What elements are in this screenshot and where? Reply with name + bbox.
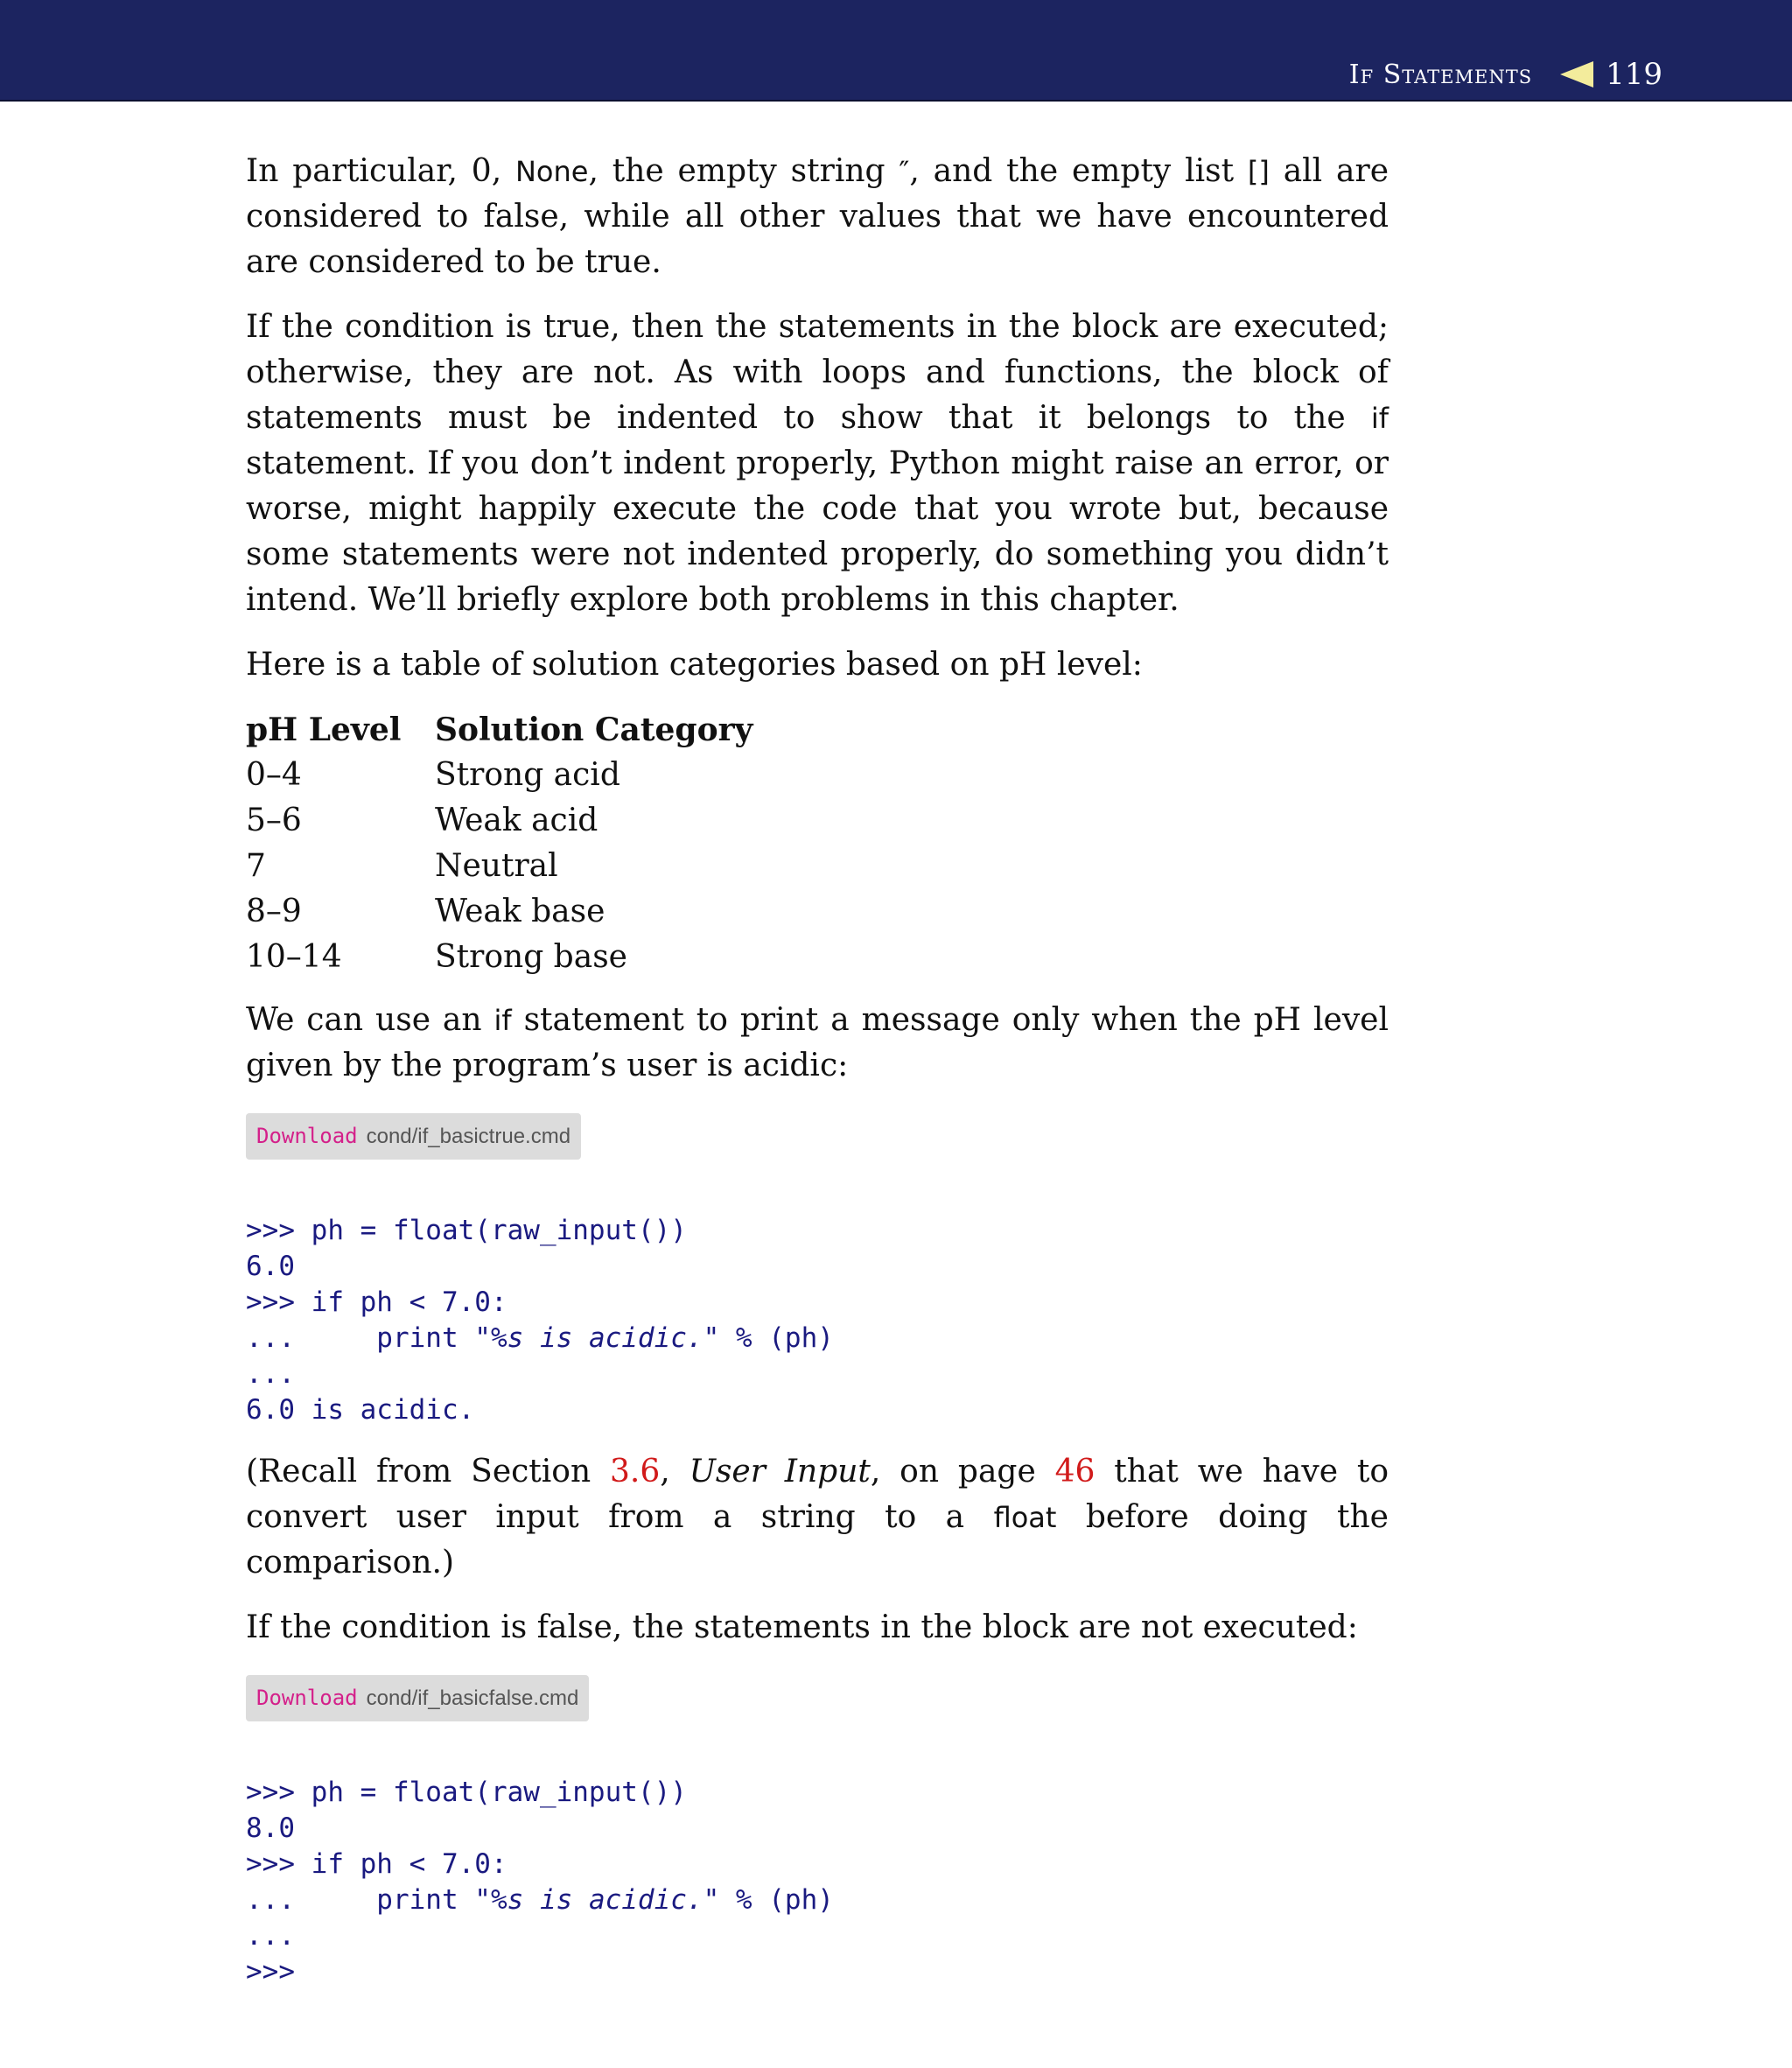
ph-level-table — [246, 707, 752, 980]
text-run: statement to print a message only when the pH level given by the program’s user is acidic: — [246, 1002, 1389, 1083]
page-body — [246, 149, 1389, 2011]
code-line — [246, 1918, 1389, 1954]
table-cell-category: Neutral — [435, 848, 558, 884]
text-run: (Recall from Section — [246, 1454, 610, 1490]
code-text: 6.0 is acidic. — [246, 1394, 475, 1426]
page-header-bar — [0, 0, 1792, 102]
code-text: >>> — [246, 1956, 295, 1987]
code-text: >>> if ph < 7.0: — [246, 1286, 508, 1318]
paragraph-table-intro: Here is a table of solution categories based on pH level: — [246, 647, 1143, 683]
text-run: all are considered to false, while all other values that we have encountered are considered to be true. — [246, 153, 1389, 280]
table-cell-ph: 5–6 — [246, 803, 302, 838]
code-text: % (ph) — [719, 1322, 834, 1354]
section-title-italic: User Input — [689, 1454, 871, 1490]
table-cell-ph: 10–14 — [246, 939, 342, 975]
inline-code-empty-list: [] — [1247, 155, 1270, 188]
table-row — [246, 935, 752, 980]
code-text: ... print — [246, 1322, 475, 1354]
download-label: Download — [256, 1686, 358, 1710]
page-number: 119 — [1606, 57, 1662, 92]
inline-code-if: if — [1370, 402, 1389, 435]
text-run: We can use an — [246, 1002, 494, 1038]
paragraph-condition-false: If the condition is false, the statements in the block are not executed: — [246, 1609, 1358, 1645]
code-text: >>> ph = float(raw_input()) — [246, 1777, 687, 1808]
code-text: ... print — [246, 1884, 475, 1916]
table-header-ph-level: pH Level — [246, 712, 402, 748]
inline-code-float: float — [993, 1501, 1057, 1534]
paragraph-if-acidic — [246, 998, 1389, 1089]
code-string-literal: "%s is acidic." — [474, 1884, 720, 1916]
text-run: , on page — [870, 1454, 1055, 1490]
text-run: before doing the comparison.) — [246, 1499, 1389, 1581]
code-string-literal: "%s is acidic." — [474, 1322, 720, 1354]
code-text: ... — [246, 1358, 295, 1390]
page-arrow-icon — [1560, 61, 1593, 88]
download-path: cond/if_basicfalse.cmd — [366, 1686, 579, 1710]
code-line — [246, 1249, 1389, 1285]
table-cell-ph: 8–9 — [246, 894, 302, 929]
table-cell-category: Strong base — [435, 939, 627, 975]
text-run: , and the empty list — [909, 153, 1248, 189]
paragraph-condition-true — [246, 305, 1389, 623]
code-line — [246, 1285, 1389, 1321]
code-text: % (ph) — [719, 1884, 834, 1916]
text-run: In particular, 0, — [246, 153, 515, 189]
text-run: that we have to convert user input from a string to a — [246, 1454, 1390, 1535]
table-cell-ph: 7 — [246, 848, 266, 884]
table-row — [246, 844, 752, 889]
code-line — [246, 1213, 1389, 1249]
download-link-if-basicfalse[interactable] — [246, 1675, 589, 1721]
section-reference-link[interactable]: 3.6 — [610, 1454, 661, 1490]
table-header-solution-category: Solution Category — [435, 712, 753, 748]
chapter-title: If Statements — [1348, 59, 1533, 90]
code-text: >>> if ph < 7.0: — [246, 1848, 508, 1880]
inline-code-if: if — [494, 1004, 512, 1037]
text-run: If the condition is true, then the statements in the block are executed; otherwise, they are not. As with loops and functions, the block of statements must be indented to show that it belongs to the — [246, 309, 1389, 436]
code-line — [246, 1811, 1389, 1847]
code-line — [246, 1356, 1389, 1392]
paragraph-recall-section — [246, 1449, 1389, 1586]
table-row — [246, 889, 752, 935]
code-text: 6.0 — [246, 1251, 295, 1282]
code-line — [246, 1882, 1389, 1918]
paragraph-false-values — [246, 149, 1389, 285]
code-line — [246, 1321, 1389, 1356]
download-path: cond/if_basictrue.cmd — [366, 1125, 571, 1148]
page-reference-link[interactable]: 46 — [1054, 1454, 1096, 1490]
code-line — [246, 1775, 1389, 1811]
code-block-basicfalse — [246, 1739, 1389, 1990]
download-link-if-basictrue[interactable] — [246, 1113, 581, 1160]
code-block-basictrue — [246, 1177, 1389, 1428]
inline-code-none: None — [514, 155, 589, 188]
code-text: >>> ph = float(raw_input()) — [246, 1215, 687, 1246]
code-line — [246, 1847, 1389, 1882]
inline-code-empty-string: ″ — [899, 155, 910, 188]
table-header-row — [246, 707, 752, 753]
text-run: statement. If you don’t indent properly, Python might raise an error, or worse, might happily execute the code that you wrote but, because some statements were not indented properly, do something you didn’t intend. We’ll briefly explore both problems in this chapter. — [246, 445, 1389, 618]
table-cell-category: Strong acid — [435, 757, 620, 793]
table-row — [246, 798, 752, 844]
text-run: , — [660, 1454, 690, 1490]
code-text: 8.0 — [246, 1812, 295, 1844]
running-head — [1349, 53, 1662, 96]
table-cell-category: Weak acid — [435, 803, 598, 838]
text-run: , the empty string — [588, 153, 900, 189]
table-cell-ph: 0–4 — [246, 757, 302, 793]
code-line — [246, 1392, 1389, 1428]
code-line — [246, 1954, 1389, 1990]
code-text: ... — [246, 1920, 295, 1952]
download-label: Download — [256, 1124, 358, 1148]
table-row — [246, 753, 752, 798]
table-cell-category: Weak base — [435, 894, 606, 929]
